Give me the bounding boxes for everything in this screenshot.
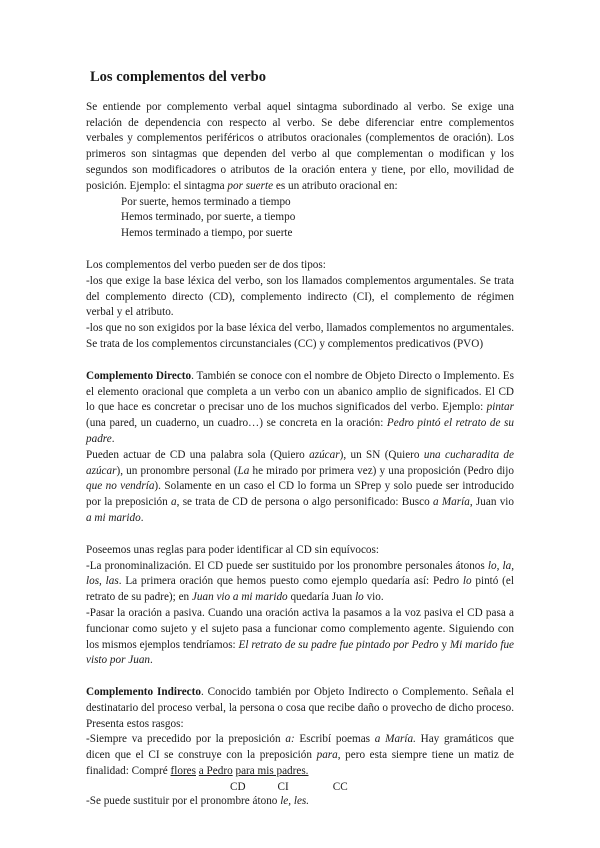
spacer: [86, 353, 514, 369]
text-italic: a María.: [374, 733, 416, 746]
text-italic: una cucharadita de azúcar: [86, 448, 514, 477]
cd-types-paragraph: [86, 448, 514, 527]
text-italic: La: [237, 464, 250, 477]
text-italic: Mi marido fue visto por Juan: [86, 638, 514, 667]
text: Pueden actuar de CD una palabra sola (Quiero: [86, 448, 310, 461]
types-intro: Los complementos del verbo pueden ser de dos tipos:: [86, 258, 326, 271]
spacer: [86, 527, 514, 543]
text: Escribí poemas: [294, 733, 375, 746]
document-page: [86, 70, 514, 810]
label-cc: CC: [332, 780, 348, 793]
text: (una pared, un cuaderno, un cuadro…) se concreta en la oración:: [86, 417, 387, 430]
text: he mirado por primera vez) y una proposición (Pedro dijo: [249, 464, 514, 477]
text: es un atributo oracional en:: [273, 179, 398, 192]
text-italic: Pedro pintó el retrato de su padre: [86, 417, 514, 445]
text: ), un pronombre personal (: [116, 464, 238, 477]
page-title: Los complementos del verbo: [90, 69, 266, 85]
underlined-cd: flores: [170, 765, 196, 778]
text-italic: lo: [462, 575, 472, 588]
ci-feature: [86, 794, 514, 810]
label-cd: CD: [230, 780, 246, 793]
cd-rule: [86, 606, 514, 669]
text: -Se puede sustituir por el pronombre átono: [86, 794, 281, 807]
text: .: [111, 432, 115, 445]
text: ), un SN (Quiero: [339, 448, 424, 461]
text-italic: Juan vio a mi marido: [191, 591, 288, 604]
types-item: -los que exige la base léxica del verbo, son los llamados complementos argumentales. Se trata del complemento directo (CD), complemento indirecto (CI), el complemento de régimen verbal y el atributo.: [86, 274, 514, 319]
text: . Conocido también por Objeto Indirecto o Complemento. Señala el destinatario del proceso verbal, la persona o cosa que recibe daño o provecho de dicho proceso. Presenta estos rasgos:: [86, 686, 514, 730]
text: -La pronominalización. El CD puede ser sustituido por los pronombre personales átonos: [86, 559, 488, 572]
text: , Juan vio: [469, 496, 514, 509]
section-heading: Complemento Indirecto: [86, 686, 201, 699]
spacer: [86, 242, 514, 258]
example-line: Hemos terminado, por suerte, a tiempo: [121, 211, 296, 224]
text-italic: azúcar: [309, 448, 340, 461]
text: . También se conoce con el nombre de Objeto Directo o Implemento. Es el elemento oracional que completa a un verbo con un abanico amplio de significados. El CD lo que hace es concretar o precisar uno de los muchos significados del verbo. Ejemplo:: [86, 369, 514, 414]
text: vio.: [363, 591, 384, 604]
intro-paragraph: [86, 100, 514, 195]
cd-paragraph: [86, 369, 514, 448]
text-italic: para: [316, 749, 338, 762]
spacer: [86, 669, 514, 685]
text: , pero esta siempre tiene un matiz de finalidad: Compré: [86, 749, 514, 778]
section-heading: Complemento Directo: [86, 369, 192, 382]
text: -Siempre va precedido por la preposición: [86, 733, 286, 746]
example-line: Por suerte, hemos terminado a tiempo: [121, 195, 291, 208]
text-italic: El retrato de su padre fue pintado por Pedro: [238, 638, 439, 651]
text: Se entiende por complemento verbal aquel sintagma subordinado al verbo. Se exige una relación de dependencia con respecto al verbo. Se debe diferenciar entre complementos verbales y complementos periféricos o atributos oracionales (complementos de oración). Los primeros son sintagmas que dependen del verbo al que complementan o modifican y los segundos son modificadores o atributos de la oración entera y tiene, por ello, movilidad de posición. Ejemplo: el sintagma: [86, 100, 514, 192]
text-italic: a:: [285, 733, 295, 746]
text-italic: lo, la, los, las: [86, 559, 514, 588]
text: y: [438, 638, 450, 651]
text-italic: le, les.: [280, 794, 310, 807]
function-labels: [86, 780, 514, 794]
text: Hay gramáticos que dicen que el CI se construye con la preposición: [86, 733, 515, 762]
text: ). Solamente en un caso el CD lo forma un SPrep y solo puede ser introducido por la preposición: [86, 480, 515, 509]
text-italic: que no vendría: [86, 480, 155, 493]
text: -Pasar la oración a pasiva. Cuando una oración activa la pasamos a la voz pasiva el CD pasa a funcionar como sujeto y el sujeto pasa a funcionar como complemento agente. Siguiendo con los mismos ejemplos tendríamos:: [86, 606, 514, 651]
ci-feature: [86, 732, 514, 779]
text: pintó (el retrato de su padre); en: [86, 575, 514, 604]
text: .: [140, 511, 144, 524]
text: , se trata de CD de persona o algo personificado: Busco: [176, 496, 433, 509]
text-italic: a: [171, 496, 177, 509]
underlined-ci: a Pedro: [198, 765, 233, 778]
example-line: Hemos terminado a tiempo, por suerte: [121, 227, 293, 240]
ci-paragraph: [86, 685, 514, 732]
cd-rule: [86, 559, 514, 606]
text: . La primera oración que hemos puesto como ejemplo quedaría así: Pedro: [118, 575, 463, 588]
text: quedaría Juan: [287, 591, 356, 604]
types-item: -los que no son exigidos por la base léxica del verbo, llamados complementos no argumentales. Se trata de los complementos circunstanciales (CC) y complementos predicativos (PVO): [86, 322, 514, 350]
text: .: [150, 654, 153, 667]
text-italic: lo: [355, 591, 364, 604]
underlined-cc: para mis padres.: [235, 765, 309, 778]
text-italic: pintar: [486, 401, 514, 414]
text-italic: a mi marido: [86, 511, 141, 524]
text-italic: a María: [432, 496, 470, 509]
text-italic: por suerte: [227, 179, 274, 192]
label-ci: CI: [277, 780, 289, 793]
cd-rules-intro: Poseemos unas reglas para poder identificar al CD sin equívocos:: [86, 543, 379, 556]
